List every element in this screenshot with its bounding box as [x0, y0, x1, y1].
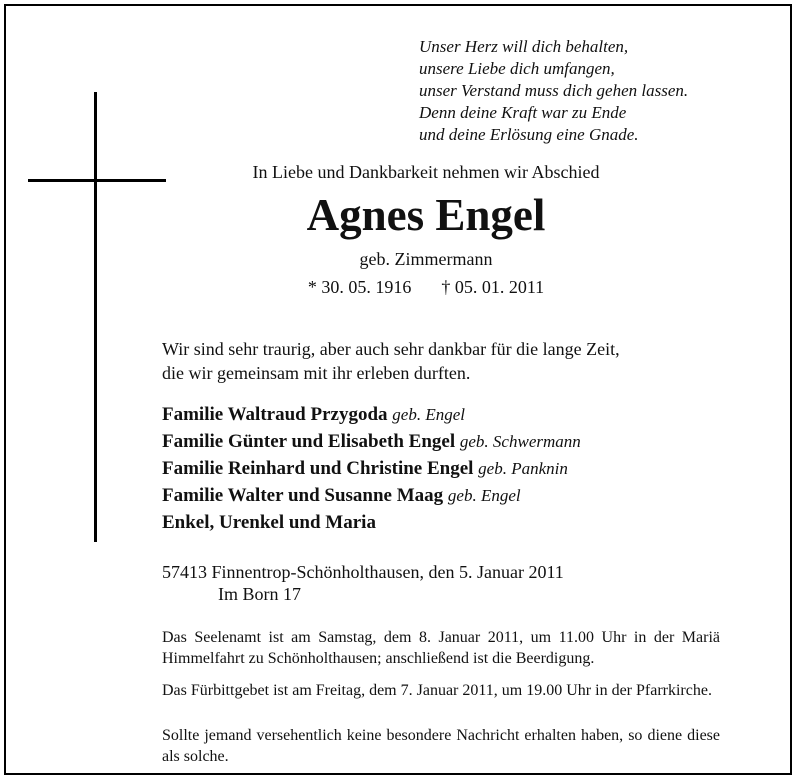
- street-address: Im Born 17: [218, 584, 301, 604]
- poem-line: Denn deine Kraft war zu Ende: [419, 103, 627, 122]
- family-note: geb. Engel: [392, 405, 465, 424]
- birth-date: * 30. 05. 1916: [307, 277, 412, 297]
- family-name: Familie Günter und Elisabeth Engel: [162, 431, 456, 452]
- family-name: Familie Walter und Susanne Maag: [162, 485, 444, 506]
- cross-icon-bar: [28, 179, 166, 182]
- family-list: [162, 401, 581, 536]
- family-entry: [162, 455, 581, 482]
- death-date: † 05. 01. 2011: [441, 277, 545, 297]
- farewell-line: In Liebe und Dankbarkeit nehmen wir Abschied: [252, 162, 600, 182]
- cross-icon: [94, 92, 97, 542]
- poem: [419, 36, 688, 146]
- family-note: geb. Schwermann: [459, 432, 581, 451]
- intro-line: Wir sind sehr traurig, aber auch sehr dankbar für die lange Zeit,: [162, 339, 620, 359]
- family-name: Familie Waltraud Przygoda: [162, 404, 388, 425]
- deceased-name: Agnes Engel: [306, 190, 546, 240]
- poem-line: unser Verstand muss dich gehen lassen.: [419, 81, 689, 100]
- poem-line: und deine Erlösung eine Gnade.: [419, 125, 639, 144]
- life-dates: [156, 277, 696, 298]
- maiden-name: geb. Zimmermann: [359, 249, 493, 269]
- family-entry: [162, 482, 581, 509]
- requiem-notice: Das Seelenamt ist am Samstag, dem 8. Januar 2011, um 11.00 Uhr in der Mariä Himmelfahrt zu Schönholthausen; anschließend ist die Beerdigung.: [162, 629, 720, 667]
- family-entry: [162, 428, 581, 455]
- obituary-card: [4, 4, 792, 775]
- poem-line: Unser Herz will dich behalten,: [419, 37, 629, 56]
- family-note: geb. Panknin: [478, 459, 568, 478]
- closing-notice: Sollte jemand versehentlich keine besondere Nachricht erhalten haben, so diene diese als solche.: [162, 727, 720, 765]
- address-block: [162, 561, 564, 605]
- family-note: geb. Engel: [447, 486, 521, 505]
- intro-line: die wir gemeinsam mit ihr erleben durften.: [162, 363, 471, 383]
- poem-line: unsere Liebe dich umfangen,: [419, 59, 615, 78]
- intro-text: [162, 337, 620, 385]
- family-entry: [162, 509, 581, 536]
- place-date: 57413 Finnentrop-Schönholthausen, den 5. Januar 2011: [162, 562, 564, 582]
- family-entry: [162, 401, 581, 428]
- family-name: Enkel, Urenkel und Maria: [162, 512, 376, 533]
- prayer-notice: Das Fürbittgebet ist am Freitag, dem 7. Januar 2011, um 19.00 Uhr in der Pfarrkirche.: [162, 682, 712, 699]
- family-name: Familie Reinhard und Christine Engel: [162, 458, 474, 479]
